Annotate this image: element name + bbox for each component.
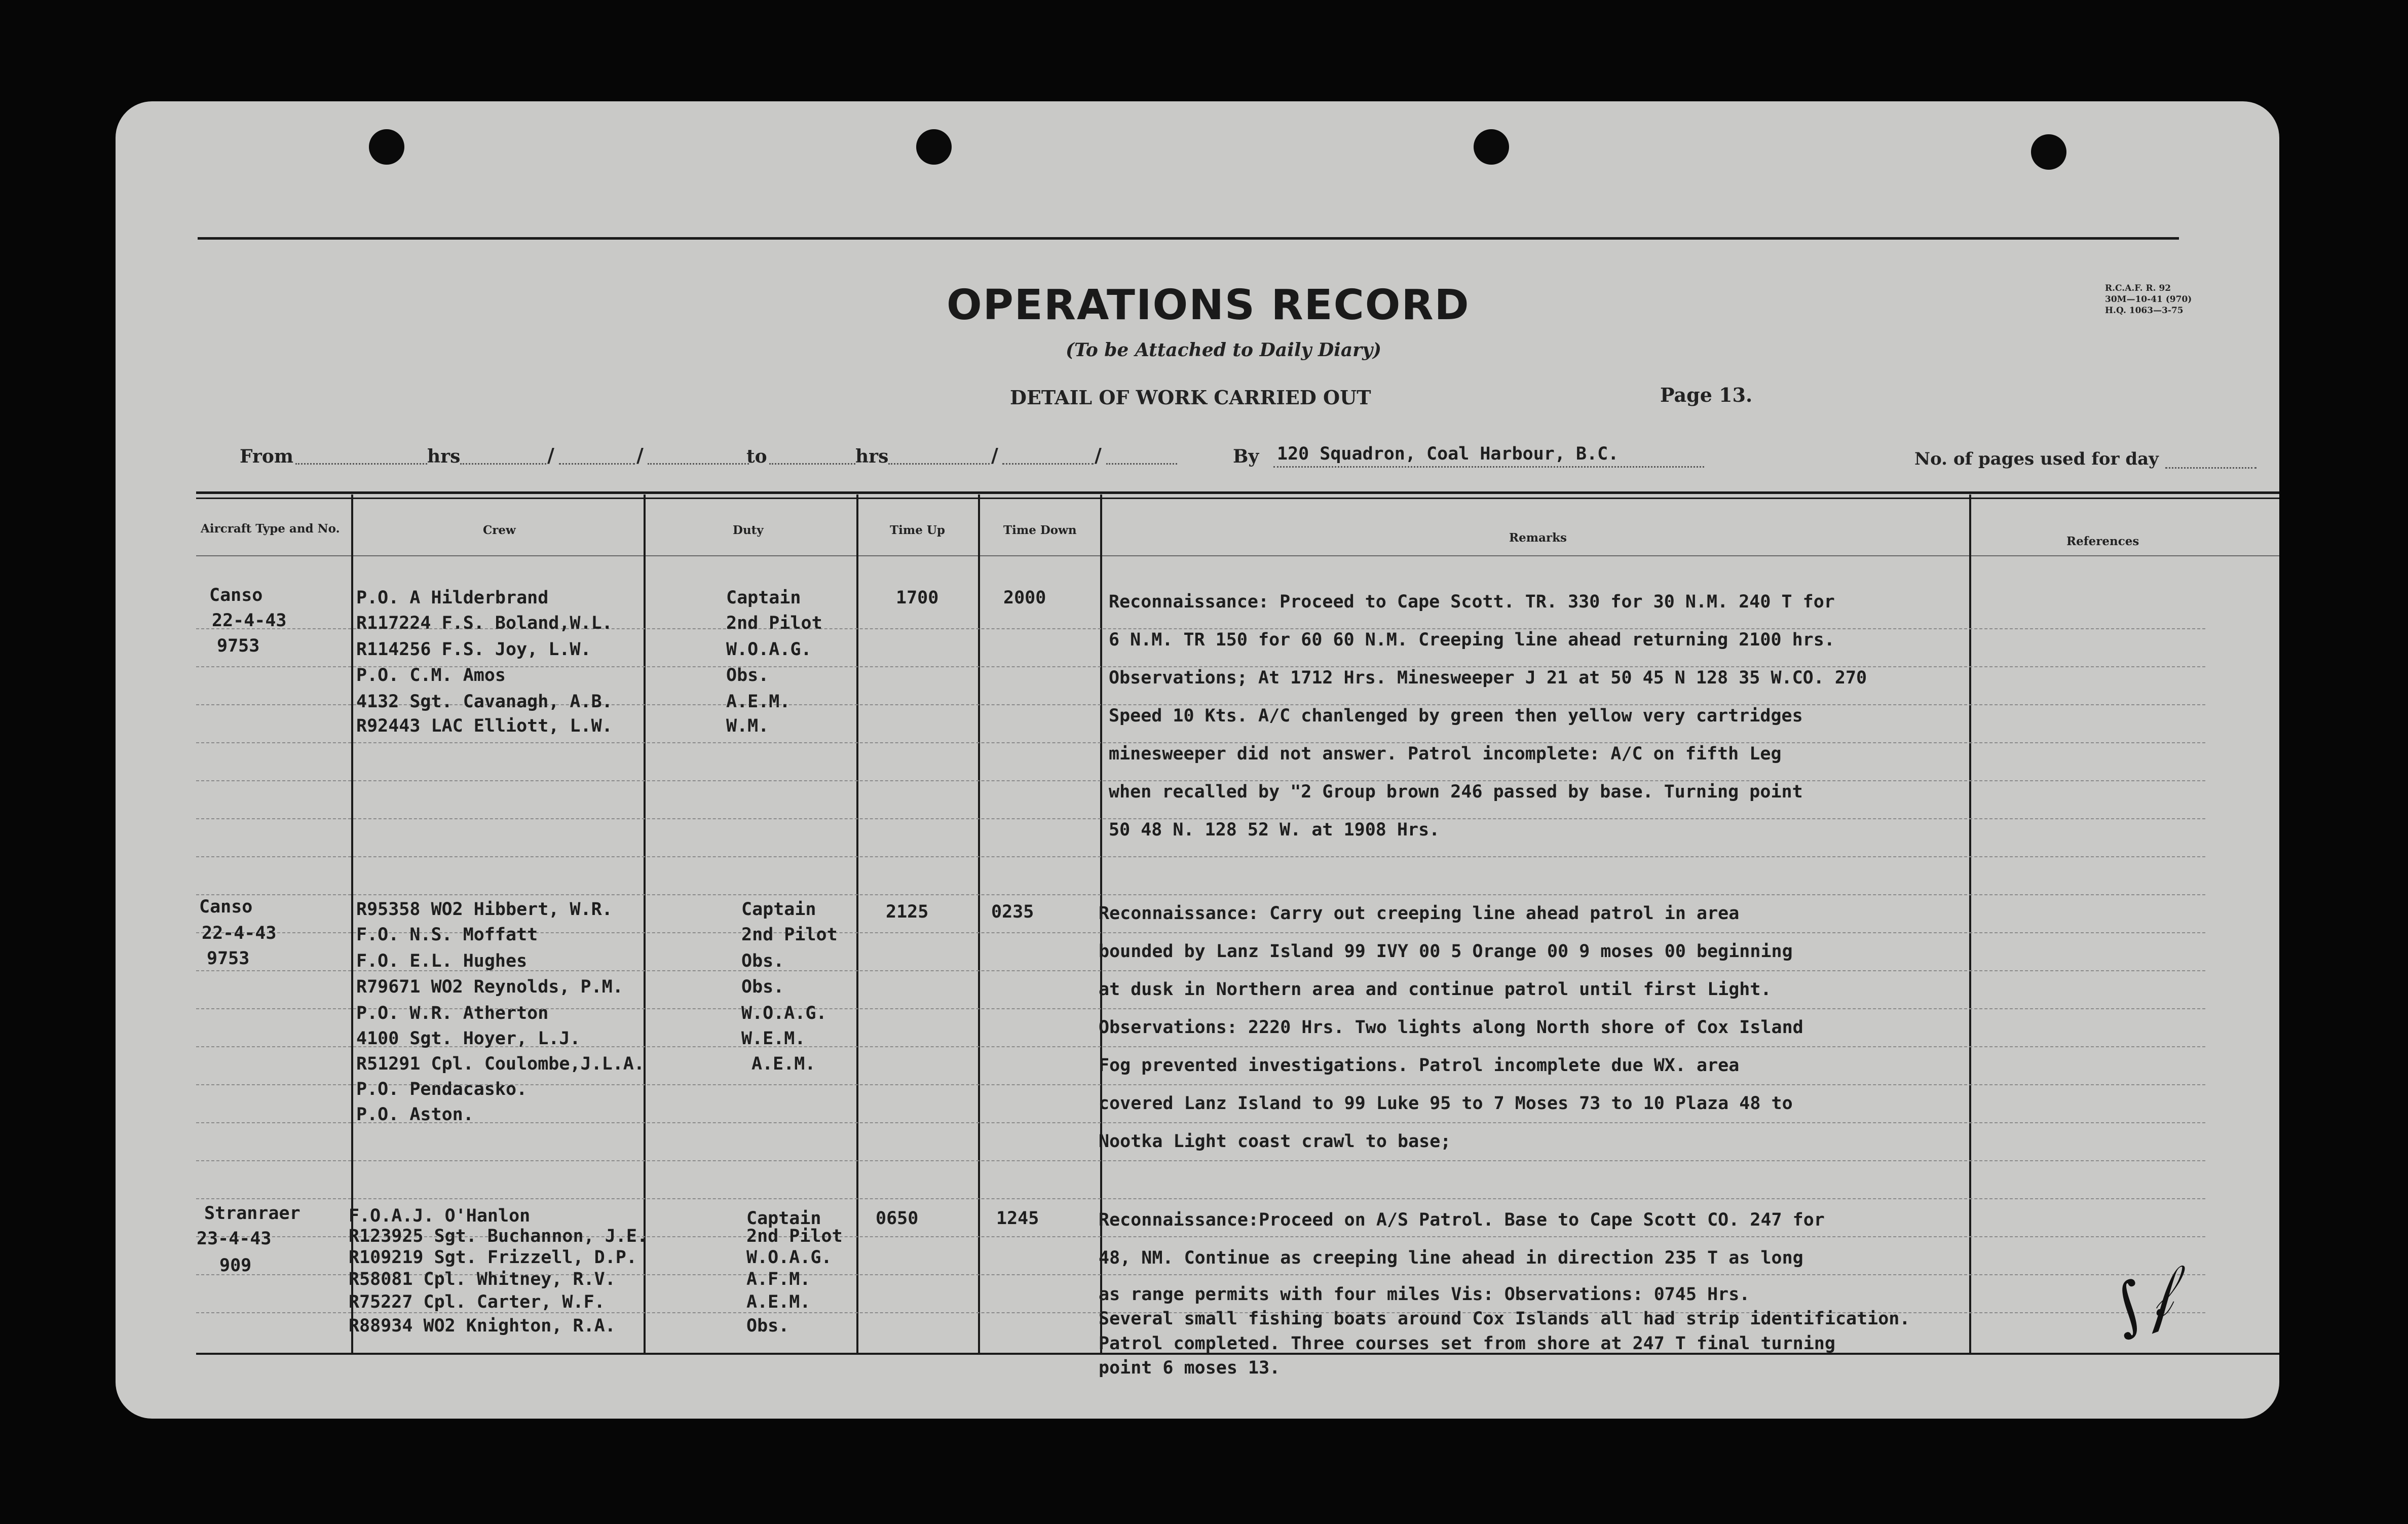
duty: 2nd Pilot [726,613,822,633]
slash: / [547,444,554,467]
aircraft-date: 23-4-43 [197,1229,272,1249]
duty: W.O.A.G. [746,1247,832,1268]
remarks-line: Reconnaissance: Proceed to Cape Scott. TR. 330 for 30 N.M. 240 T for [1109,592,1835,612]
remarks-line: minesweeper did not answer. Patrol incomplete: A/C on fifth Leg [1109,744,1782,764]
to-month-field [1002,463,1094,465]
to-year-field [1106,463,1177,465]
ruled-line [196,1160,2205,1161]
time-down: 2000 [1003,588,1046,608]
table-top-rule-2 [196,498,2279,499]
remarks-line: Speed 10 Kts. A/C chanlenged by green then yellow very cartridges [1109,706,1803,726]
duty: Captain [726,588,801,608]
crew-member: R79671 WO2 Reynolds, P.M. [356,977,623,997]
signature-initials: ∫𝒻 [2101,1259,2181,1345]
col-divider [856,494,858,1353]
col-header-crew: Crew [483,523,516,537]
time-down: 0235 [991,902,1034,922]
from-month-field [559,463,635,465]
punch-hole [1474,129,1509,165]
to-label: to [746,446,767,467]
col-header-time-down: Time Down [1003,523,1077,537]
duty: Captain [741,899,816,920]
remarks-line: 50 48 N. 128 52 W. at 1908 Hrs. [1109,820,1440,840]
table-top-rule [196,491,2279,494]
col-header-time-up: Time Up [890,523,945,537]
aircraft-type: Canso [199,897,253,917]
to-field [769,463,855,465]
crew-member: R123925 Sgt. Buchannon, J.E. [349,1226,648,1246]
crew-member: 4100 Sgt. Hoyer, L.J. [356,1028,581,1049]
crew-member: 4132 Sgt. Cavanagh, A.B. [356,692,613,712]
crew-member: P.O. A Hilderbrand [356,588,549,608]
pages-used-field [2165,467,2256,469]
page-number: Page 13. [1660,384,1753,406]
aircraft-date: 22-4-43 [212,611,287,631]
ruled-line [196,742,2205,743]
aircraft-number: 9753 [217,636,260,656]
aircraft-number: 9753 [207,948,250,969]
remarks-line: point 6 moses 13. [1099,1358,1281,1378]
col-header-references: References [2066,535,2139,548]
duty: A.E.M. [726,692,791,712]
duty: A.E.M. [746,1292,811,1312]
remarks-line: bounded by Lanz Island 99 IVY 00 5 Orange 00 9 moses 00 beginning [1099,941,1793,962]
col-header-aircraft: Aircraft Type and No. [201,522,340,536]
aircraft-type: Stranraer [204,1203,300,1224]
crew-member: R95358 WO2 Hibbert, W.R. [356,899,613,920]
crew-member: R92443 LAC Elliott, L.W. [356,716,613,736]
remarks-line: covered Lanz Island to 99 Luke 95 to 7 Moses 73 to 10 Plaza 48 to [1099,1093,1793,1114]
detail-heading: DETAIL OF WORK CARRIED OUT [1010,386,1371,409]
crew-member: R88934 WO2 Knighton, R.A. [349,1316,616,1336]
from-label: From [240,446,293,467]
top-rule [198,237,2179,240]
crew-member: P.O. W.R. Atherton [356,1003,549,1023]
col-divider [1969,494,1971,1353]
remarks-line: Nootka Light coast crawl to base; [1099,1131,1451,1152]
ruled-line [196,780,2205,781]
remarks-line: Reconnaissance: Carry out creeping line ahead patrol in area [1099,903,1740,924]
crew-member: P.O. Pendacasko. [356,1079,528,1099]
crew-member: F.O.A.J. O'Hanlon [349,1206,531,1226]
crew-member: F.O. E.L. Hughes [356,951,528,971]
duty: Obs. [726,665,769,685]
time-down: 1245 [996,1208,1039,1229]
time-up: 1700 [896,588,939,608]
duty: 2nd Pilot [741,925,838,945]
to-date-field [888,463,990,465]
form-code [2105,283,2192,316]
ruled-line [196,856,2205,857]
remarks-line: Observations: 2220 Hrs. Two lights along North shore of Cox Island [1099,1017,1803,1038]
remarks-line: when recalled by "2 Group brown 246 passed by base. Turning point [1109,782,1803,802]
duty: W.O.A.G. [726,639,812,660]
aircraft-number: 909 [219,1255,252,1276]
form-code-line: R.C.A.F. R. 92 [2105,283,2171,293]
crew-member: P.O. Aston. [356,1104,474,1125]
remarks-line: as range permits with four miles Vis: Observations: 0745 Hrs. [1099,1284,1750,1305]
duty: A.E.M. [751,1054,816,1074]
ruled-line [196,818,2205,819]
crew-member: P.O. C.M. Amos [356,665,506,685]
by-label: By [1233,446,1259,467]
crew-member: R58081 Cpl. Whitney, R.V. [349,1269,616,1289]
duty: W.M. [726,716,769,736]
from-date-field [460,463,546,465]
aircraft-type: Canso [209,585,263,605]
form-code-line: 30M—10-41 (970) [2105,294,2192,304]
remarks-line: Patrol completed. Three courses set from shore at 247 T final turning [1099,1334,1835,1354]
form-code-line: H.Q. 1063—3-75 [2105,306,2184,316]
by-value: 120 Squadron, Coal Harbour, B.C. [1277,444,1619,464]
col-header-remarks: Remarks [1509,531,1567,545]
pages-used-label: No. of pages used for day [1914,449,2159,469]
remarks-line: Fog prevented investigations. Patrol incomplete due WX. area [1099,1055,1740,1076]
crew-member: R51291 Cpl. Coulombe,J.L.A. [356,1054,645,1074]
hrs-label: hrs [855,446,889,467]
col-divider [978,494,980,1353]
remarks-line: at dusk in Northern area and continue patrol until first Light. [1099,979,1772,1000]
remarks-line: Observations; At 1712 Hrs. Minesweeper J 21 at 50 45 N 128 35 W.CO. 270 [1109,668,1867,688]
punch-hole [916,129,952,165]
ruled-line [196,1198,2205,1199]
duty: A.F.M. [746,1269,811,1289]
remarks-line: Several small fishing boats around Cox Islands all had strip identification. [1099,1309,1910,1329]
time-up: 0650 [876,1208,919,1229]
remarks-line: 6 N.M. TR 150 for 60 60 N.M. Creeping line ahead returning 2100 hrs. [1109,630,1835,650]
slash: / [1095,444,1102,467]
punch-hole [369,129,404,165]
form-title: OPERATIONS RECORD [947,281,1470,329]
slash: / [991,444,998,467]
duty: W.E.M. [741,1028,806,1049]
col-header-duty: Duty [733,523,764,537]
ruled-line [196,894,2205,895]
duty: 2nd Pilot [746,1226,843,1246]
crew-member: R109219 Sgt. Frizzell, D.P. [349,1247,637,1268]
record-card [116,101,2279,1419]
form-subtitle: (To be Attached to Daily Diary) [1066,339,1382,361]
duty: Obs. [741,977,784,997]
punch-hole [2031,134,2066,170]
crew-member: R75227 Cpl. Carter, W.F. [349,1292,605,1312]
crew-member: F.O. N.S. Moffatt [356,925,538,945]
from-field [295,463,427,465]
duty: Obs. [746,1316,789,1336]
slash: / [636,444,644,467]
crew-member: R117224 F.S. Boland,W.L. [356,613,613,633]
time-up: 2125 [886,902,929,922]
duty: Captain [746,1208,821,1229]
crew-member: R114256 F.S. Joy, L.W. [356,639,591,660]
duty: Obs. [741,951,784,971]
aircraft-date: 22-4-43 [202,923,277,943]
header-rule [196,555,2279,556]
by-field [1273,466,1704,468]
from-year-field [648,463,749,465]
col-divider [644,494,646,1353]
remarks-line: 48, NM. Continue as creeping line ahead in direction 235 T as long [1099,1248,1803,1268]
hrs-label: hrs [427,446,461,467]
duty: W.O.A.G. [741,1003,827,1023]
remarks-line: Reconnaissance:Proceed on A/S Patrol. Base to Cape Scott CO. 247 for [1099,1210,1825,1230]
ruled-line [196,1122,2205,1123]
